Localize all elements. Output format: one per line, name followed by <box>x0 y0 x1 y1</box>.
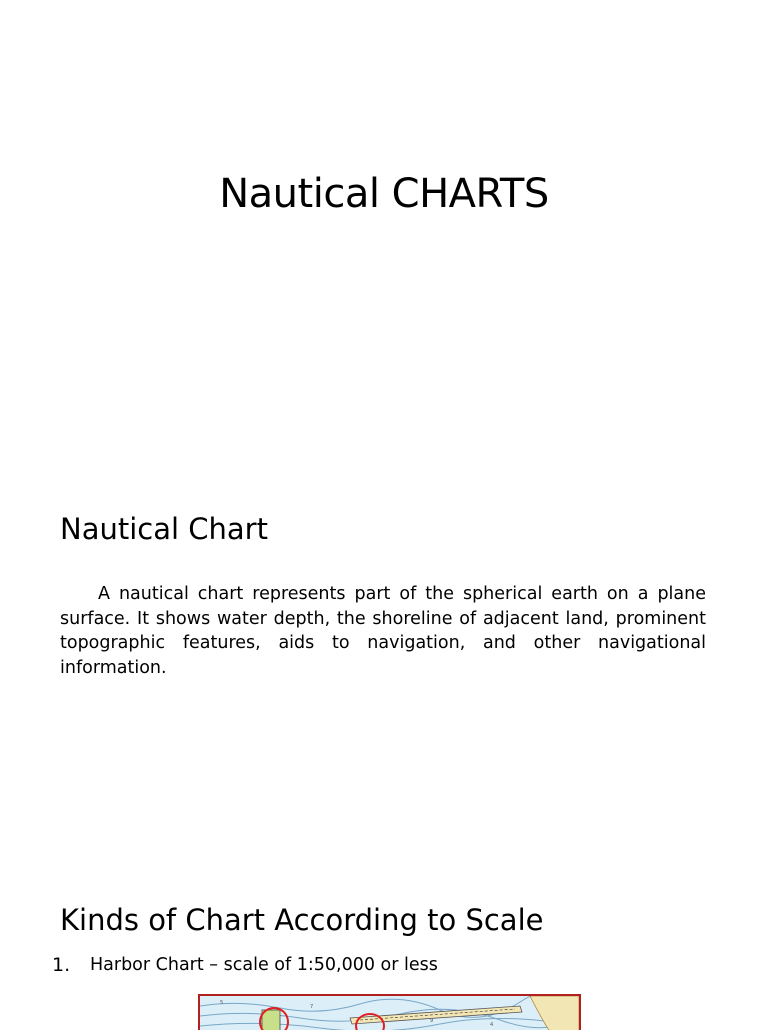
svg-text:9: 9 <box>430 1018 434 1024</box>
svg-text:7: 7 <box>310 1004 314 1010</box>
section-heading: Nautical Chart <box>60 512 268 546</box>
slide-kinds-of-chart <box>0 880 768 1028</box>
slide-title <box>0 0 768 384</box>
harbor-chart-map-graphic <box>200 996 579 1030</box>
presentation-title: Nautical CHARTS <box>219 171 549 217</box>
list-item-text: Harbor Chart – scale of 1:50,000 or less <box>90 955 438 975</box>
harbor-chart-image <box>198 994 581 1030</box>
svg-text:5: 5 <box>220 1000 224 1006</box>
slide-nautical-chart <box>0 480 768 864</box>
section-heading: Kinds of Chart According to Scale <box>60 903 544 937</box>
definition-paragraph: A nautical chart represents part of the spherical earth on a plane surface. It shows water depth, the shoreline of adjacent land, prominent topographic features, aids to navigation, and other navigational information. <box>60 584 706 678</box>
svg-text:4: 4 <box>490 1022 494 1028</box>
list-item-number: 1. <box>52 954 71 976</box>
list-item <box>52 953 438 977</box>
